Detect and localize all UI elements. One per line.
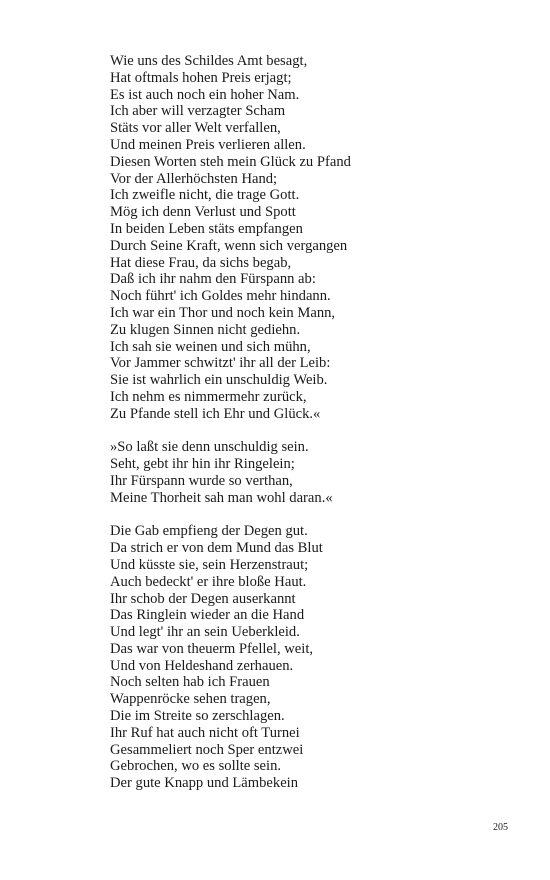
stanza bbox=[110, 53, 440, 423]
poem-line: Meine Thorheit sah man wohl daran.« bbox=[110, 489, 333, 506]
poem-line: Die im Streite so zerschlagen. bbox=[110, 708, 285, 725]
poem-line: Vor Jammer schwitzt' ihr all der Leib: bbox=[110, 355, 331, 372]
poem-line: Ich nehm es nimmermehr zurück, bbox=[110, 388, 307, 405]
poem-line: Ihr Fürspann wurde so verthan, bbox=[110, 472, 293, 489]
poem-line: Diesen Worten steh mein Glück zu Pfand bbox=[110, 153, 351, 170]
page-number: 205 bbox=[493, 822, 508, 833]
poem-line: Ihr schob der Degen auserkannt bbox=[110, 590, 296, 607]
poem-text bbox=[110, 53, 440, 809]
stanza bbox=[110, 523, 440, 792]
poem-line: Zu klugen Sinnen nicht gediehn. bbox=[110, 321, 301, 338]
poem-line: Noch selten hab ich Frauen bbox=[110, 674, 270, 691]
poem-line: Stäts vor aller Welt verfallen, bbox=[110, 120, 281, 137]
poem-line: Die Gab empfieng der Degen gut. bbox=[110, 523, 308, 540]
poem-line: Da strich er von dem Mund das Blut bbox=[110, 540, 323, 557]
poem-line: Daß ich ihr nahm den Fürspann ab: bbox=[110, 271, 316, 288]
poem-line: Ich war ein Thor und noch kein Mann, bbox=[110, 304, 336, 321]
poem-line: Ich aber will verzagter Scham bbox=[110, 103, 286, 120]
poem-line: Sie ist wahrlich ein unschuldig Weib. bbox=[110, 372, 328, 389]
poem-line: Wie uns des Schildes Amt besagt, bbox=[110, 53, 308, 69]
poem-line: Durch Seine Kraft, wenn sich vergangen bbox=[110, 237, 348, 254]
poem-line: Gesammeliert noch Sper entzwei bbox=[110, 741, 304, 758]
poem-line: Hat diese Frau, da sichs begab, bbox=[110, 254, 292, 271]
poem-line: Es ist auch noch ein hoher Nam. bbox=[110, 86, 300, 103]
poem-line: Vor der Allerhöchsten Hand; bbox=[110, 170, 278, 187]
poem-line: Und legt' ihr an sein Ueberkleid. bbox=[110, 624, 300, 641]
poem-line: Noch führt' ich Goldes mehr hindann. bbox=[110, 288, 331, 305]
poem-line: Und küsste sie, sein Herzenstraut; bbox=[110, 556, 309, 573]
poem-line: Seht, gebt ihr hin ihr Ringelein; bbox=[110, 456, 295, 473]
poem-line: Ihr Ruf hat auch nicht oft Turnei bbox=[110, 724, 300, 741]
stanza bbox=[110, 439, 440, 506]
poem-line: In beiden Leben stäts empfangen bbox=[110, 220, 303, 237]
poem-line: Mög ich denn Verlust und Spott bbox=[110, 204, 296, 221]
poem-line: Hat oftmals hohen Preis erjagt; bbox=[110, 69, 292, 86]
poem-line: Das war von theuerm Pfellel, weit, bbox=[110, 640, 314, 657]
poem-line: Und meinen Preis verlieren allen. bbox=[110, 136, 306, 153]
poem-line: »So laßt sie denn unschuldig sein. bbox=[110, 439, 309, 456]
poem-line: Und von Heldeshand zerhauen. bbox=[110, 657, 294, 674]
poem-line: Auch bedeckt' er ihre bloße Haut. bbox=[110, 573, 307, 590]
poem-line: Gebrochen, wo es sollte sein. bbox=[110, 758, 282, 775]
poem-line: Das Ringlein wieder an die Hand bbox=[110, 607, 305, 624]
poem-line: Der gute Knapp und Lämbekein bbox=[110, 775, 299, 792]
poem-line: Wappenröcke sehen tragen, bbox=[110, 691, 271, 708]
poem-line: Ich zweifle nicht, die trage Gott. bbox=[110, 187, 300, 204]
poem-line: Ich sah sie weinen und sich mühn, bbox=[110, 338, 311, 355]
poem-line: Zu Pfande stell ich Ehr und Glück.« bbox=[110, 405, 321, 422]
